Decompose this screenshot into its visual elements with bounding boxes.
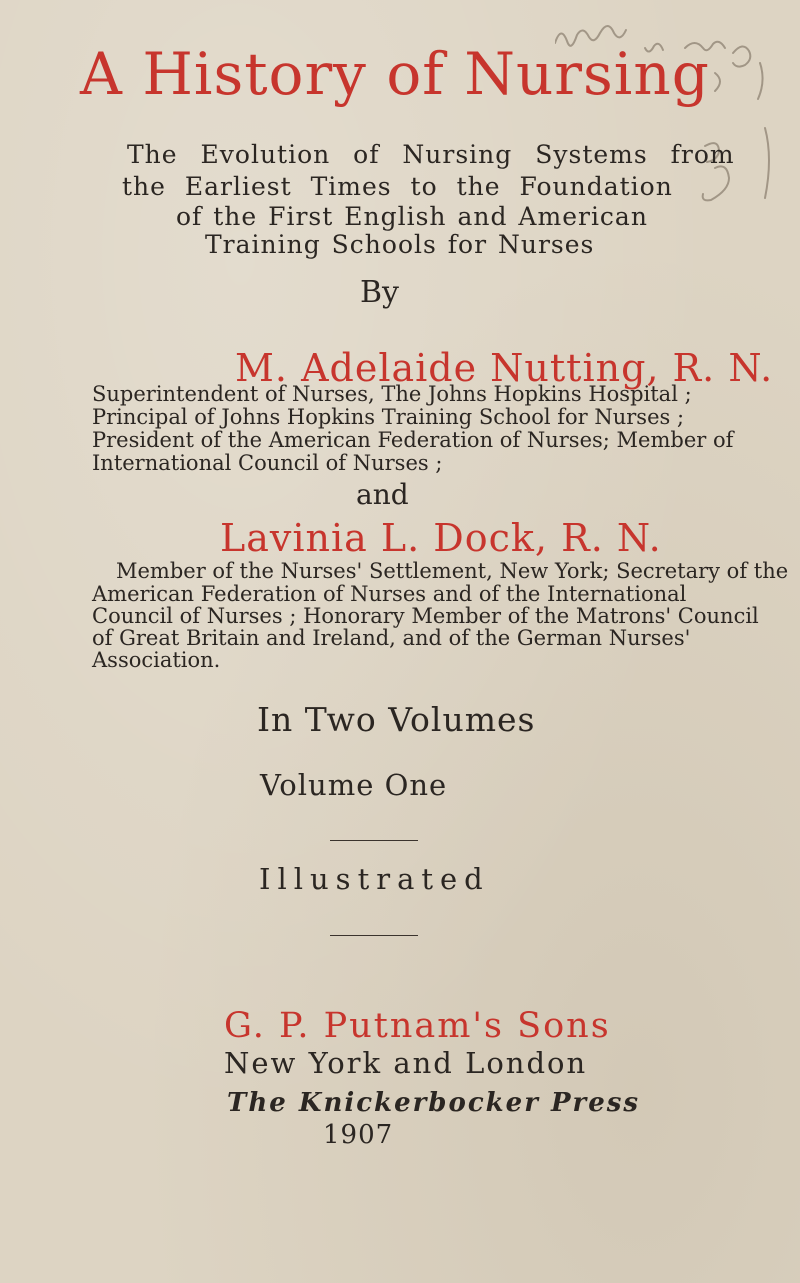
publisher-name: G. P. Putnam's Sons bbox=[224, 1006, 611, 1046]
author-2-name: Lavinia L. Dock, R. N. bbox=[220, 516, 662, 560]
divider-bottom bbox=[330, 935, 418, 936]
author-1-bio-line-2: Principal of Johns Hopkins Training School for Nurses ; bbox=[92, 405, 685, 429]
volume-label: Volume One bbox=[260, 768, 448, 802]
divider-top bbox=[330, 840, 418, 841]
author-1-bio-line-4: International Council of Nurses ; bbox=[92, 451, 443, 475]
subtitle-line-2: the Earliest Times to the Foundation bbox=[122, 172, 673, 201]
subtitle-line-1: The Evolution of Nursing Systems from bbox=[127, 140, 735, 169]
author-2-bio-line-4: of Great Britain and Ireland, and of the German Nurses' bbox=[92, 626, 691, 650]
subtitle-line-3: of the First English and American bbox=[176, 202, 648, 231]
subtitle-line-4: Training Schools for Nurses bbox=[205, 230, 595, 259]
press-name: The Knickerbocker Press bbox=[227, 1088, 641, 1118]
book-title: A History of Nursing bbox=[80, 40, 710, 108]
author-1-bio-line-1: Superintendent of Nurses, The Johns Hopkins Hospital ; bbox=[92, 382, 692, 406]
author-1-name: M. Adelaide Nutting, R. N. bbox=[235, 346, 774, 390]
by-label: By bbox=[360, 275, 399, 310]
and-label: and bbox=[356, 478, 409, 511]
illustrated-label: Illustrated bbox=[259, 862, 490, 896]
author-2-bio-line-1: Member of the Nurses' Settlement, New York; Secretary of the bbox=[116, 559, 789, 583]
author-2-bio-line-2: American Federation of Nurses and of the International bbox=[92, 582, 687, 606]
volumes-label: In Two Volumes bbox=[257, 700, 536, 739]
publication-year: 1907 bbox=[323, 1120, 394, 1150]
author-1-bio-line-3: President of the American Federation of Nurses; Member of bbox=[92, 428, 734, 452]
author-2-bio-line-3: Council of Nurses ; Honorary Member of the Matrons' Council bbox=[92, 604, 759, 628]
author-2-bio-line-5: Association. bbox=[92, 648, 221, 672]
publisher-place: New York and London bbox=[224, 1046, 588, 1080]
